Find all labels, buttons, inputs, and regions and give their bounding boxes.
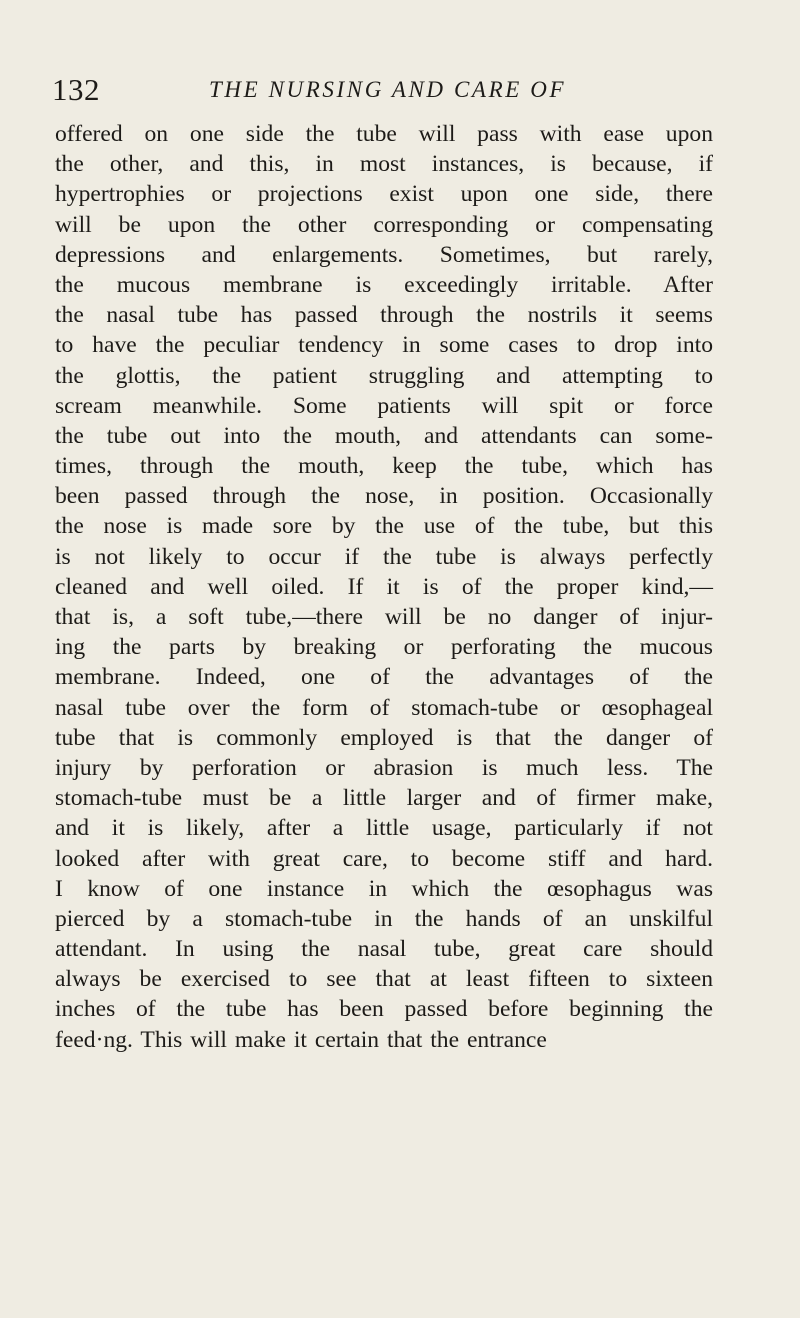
- running-head: [52, 70, 752, 110]
- text-line: the mucous membrane is exceedingly irritable. After: [55, 271, 713, 298]
- text-line: attendant. In using the nasal tube, great care should: [55, 936, 713, 963]
- text-line: always be exercised to see that at least fifteen to sixteen: [55, 966, 713, 993]
- text-line: hypertrophies or projections exist upon one side, there: [55, 181, 713, 208]
- text-line: tube that is commonly employed is that the danger of: [55, 724, 713, 751]
- text-line: the other, and this, in most instances, is because, if: [55, 151, 713, 178]
- text-line: will be upon the other corresponding or compensating: [55, 211, 713, 238]
- text-line: the glottis, the patient struggling and attempting to: [55, 362, 713, 389]
- text-line: ing the parts by breaking or perforating the mucous: [55, 634, 713, 661]
- text-line: stomach-tube must be a little larger and of firmer make,: [55, 785, 713, 812]
- text-line: the nose is made sore by the use of the tube, but this: [55, 513, 713, 540]
- text-line: nasal tube over the form of stomach-tube or œsophageal: [55, 694, 713, 721]
- text-line: I know of one instance in which the œsophagus was: [55, 875, 713, 902]
- text-line: to have the peculiar tendency in some cases to drop into: [55, 332, 713, 359]
- text-line: times, through the mouth, keep the tube, which has: [55, 453, 713, 480]
- text-line: scream meanwhile. Some patients will spit or force: [55, 392, 713, 419]
- text-line: looked after with great care, to become stiff and hard.: [55, 845, 713, 872]
- text-line: feed·ng. This will make it certain that the entrance: [55, 1026, 547, 1053]
- body-text: [55, 119, 713, 1055]
- text-line: is not likely to occur if the tube is always perfectly: [55, 543, 713, 570]
- text-line: pierced by a stomach-tube in the hands of an unskilful: [55, 905, 713, 932]
- page-number: 132: [52, 72, 100, 107]
- text-line: the nasal tube has passed through the nostrils it seems: [55, 302, 713, 329]
- running-title: THE NURSING AND CARE OF: [209, 77, 567, 102]
- text-line: injury by perforation or abrasion is much less. The: [55, 754, 713, 781]
- text-line: offered on one side the tube will pass with ease upon: [55, 121, 713, 147]
- text-line: cleaned and well oiled. If it is of the proper kind,—: [55, 573, 713, 600]
- text-line: inches of the tube has been passed before beginning the: [55, 996, 713, 1023]
- text-line: depressions and enlargements. Sometimes, but rarely,: [55, 241, 713, 268]
- text-line: that is, a soft tube,—there will be no danger of injur-: [55, 604, 713, 630]
- text-line: been passed through the nose, in position. Occasionally: [55, 483, 713, 510]
- text-line: the tube out into the mouth, and attendants can some-: [55, 422, 713, 449]
- text-line: membrane. Indeed, one of the advantages of the: [55, 664, 713, 691]
- text-line: and it is likely, after a little usage, particularly if not: [55, 815, 713, 842]
